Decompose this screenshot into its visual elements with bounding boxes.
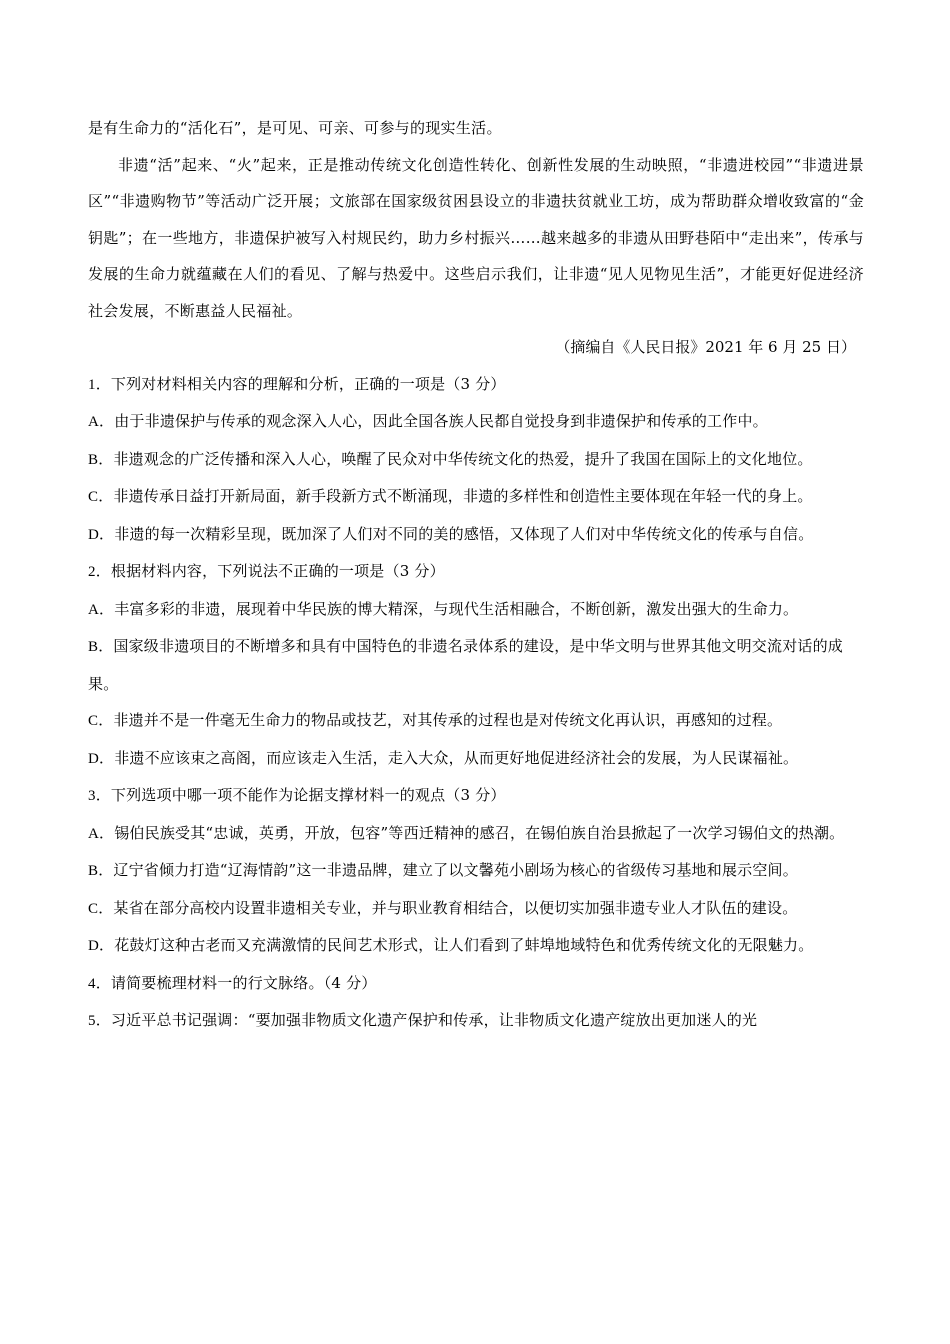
- answer-option-a: [88, 591, 864, 629]
- option-text: 国家级非遗项目的不断增多和具有中国特色的非遗名录体系的建设，是中华文明与世界其他文明交流对话的成果。: [88, 637, 844, 693]
- answer-option-b: [88, 852, 864, 890]
- question-number: 2．: [88, 564, 111, 580]
- option-letter: B．: [88, 451, 114, 468]
- answer-option-c: [88, 890, 864, 928]
- article-paragraph: 是有生命力的“活化石”，是可见、可亲、可参与的现实生活。: [88, 119, 502, 137]
- answer-option-d: [88, 927, 864, 965]
- option-letter: A．: [88, 601, 115, 618]
- option-text: 非遗的每一次精彩呈现，既加深了人们对不同的美的感悟，又体现了人们对中华传统文化的传承与自信。: [114, 524, 814, 543]
- option-text: 锡伯民族受其“忠诚，英勇，开放，包容”等西迁精神的感召，在锡伯族自治县掀起了一次学习锡伯文的热潮。: [114, 823, 845, 842]
- option-letter: C．: [88, 489, 114, 505]
- article-paragraph: 非遗“活”起来、“火”起来，正是推动传统文化创造性转化、创新性发展的生动映照，“非遗进校园”“非遗进景区”“非遗购物节”等活动广泛开展；文旅部在国家级贫困县设立的非遗扶贫就业工坊，成为帮助群众增收致富的“金钥匙”；在一些地方，非遗保护被写入村规民约，助力乡村振兴……越来越多的非遗从田野巷陌中“走出来”，传承与发展的生命力就蕴藏在人们的看见、了解与热爱中。这些启示我们，让非遗“见人见物见生活”，才能更好促进经济社会发展，不断惠益人民福祉。: [88, 155, 864, 320]
- option-letter: D．: [88, 750, 115, 767]
- option-letter: D．: [88, 938, 115, 954]
- question-stem: [88, 553, 864, 591]
- option-letter: B．: [88, 639, 114, 655]
- question-number: 4．: [88, 975, 111, 992]
- question-block: [88, 366, 864, 554]
- question-number: 1．: [88, 376, 111, 393]
- option-text: 非遗并不是一件毫无生命力的物品或技艺，对其传承的过程也是对传统文化再认识，再感知的过程。: [113, 711, 783, 729]
- question-text: 根据材料内容，下列说法不正确的一项是（3 分）: [110, 562, 445, 580]
- option-letter: B．: [88, 863, 114, 879]
- option-letter: A．: [88, 414, 115, 430]
- option-letter: C．: [88, 900, 114, 917]
- answer-option-b: [88, 441, 864, 479]
- option-text: 由于非遗保护与传承的观念深入人心，因此全国各族人民都自觉投身到非遗保护和传承的工作中。: [114, 412, 768, 430]
- question-stem: [88, 965, 864, 1003]
- answer-option-c: [88, 702, 864, 740]
- answer-option-b: [88, 628, 864, 702]
- question-stem: [88, 777, 864, 815]
- option-text: 某省在部分高校内设置非遗相关专业，并与职业教育相结合，以便切实加强非遗专业人才队伍的建设。: [113, 898, 798, 917]
- article-source: （摘编自《人民日报》2021 年 6 月 25 日）: [555, 338, 856, 356]
- answer-option-d: [88, 516, 864, 554]
- option-text: 丰富多彩的非遗，展现着中华民族的博大精深，与现代生活相融合，不断创新，激发出强大的生命力。: [114, 599, 799, 618]
- answer-option-a: [88, 815, 864, 853]
- option-letter: D．: [88, 526, 115, 543]
- question-text: 请简要梳理材料一的行文脉络。（4 分）: [110, 973, 377, 992]
- question-number: 5．: [88, 1013, 111, 1029]
- question-block: [88, 777, 864, 965]
- option-text: 非遗观念的广泛传播和深入人心，唤醒了民众对中华传统文化的热爱，提升了我国在国际上的文化地位。: [113, 449, 813, 468]
- question-number: 3．: [88, 788, 111, 804]
- answer-option-a: [88, 403, 864, 441]
- question-text: 下列对材料相关内容的理解和分析，正确的一项是（3 分）: [110, 374, 506, 393]
- option-text: 非遗不应该束之高阁，而应该走入生活，走入大众，从而更好地促进经济社会的发展，为人民谋福祉。: [114, 748, 799, 767]
- document-page: [88, 110, 864, 1040]
- option-letter: A．: [88, 825, 115, 842]
- answer-option-c: [88, 478, 864, 516]
- option-text: 非遗传承日益打开新局面，新手段新方式不断涌现，非遗的多样性和创造性主要体现在年轻一代的身上。: [113, 487, 813, 505]
- option-text: 花鼓灯这种古老而又充满激情的民间艺术形式，让人们看到了蚌埠地域特色和优秀传统文化的无限魅力。: [114, 936, 814, 954]
- option-letter: C．: [88, 713, 114, 729]
- question-stem: [88, 1002, 864, 1040]
- question-block: [88, 553, 864, 777]
- question-block: [88, 1002, 864, 1040]
- question-text: 习近平总书记强调：“要加强非物质文化遗产保护和传承，让非物质文化遗产绽放出更加迷人的光: [110, 1011, 758, 1029]
- question-stem: [88, 366, 864, 404]
- question-block: [88, 965, 864, 1003]
- question-text: 下列选项中哪一项不能作为论据支撑材料一的观点（3 分）: [110, 786, 506, 804]
- option-text: 辽宁省倾力打造“辽海情韵”这一非遗品牌，建立了以文馨苑小剧场为核心的省级传习基地和展示空间。: [113, 861, 798, 879]
- answer-option-d: [88, 740, 864, 778]
